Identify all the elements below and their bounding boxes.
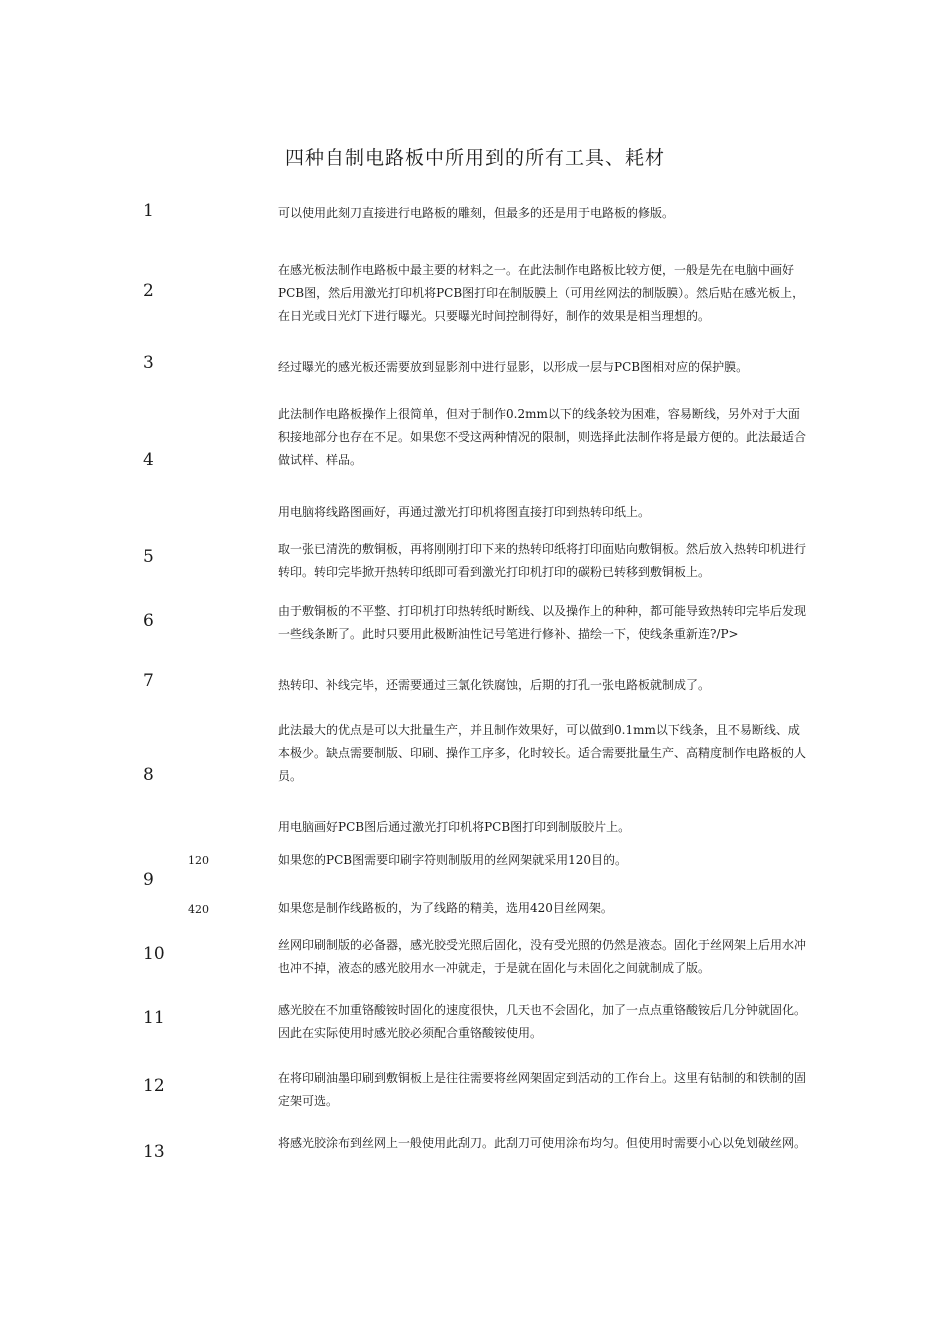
item-number: 10 [143,944,165,964]
item-text: 可以使用此刻刀直接进行电路板的雕刻，但最多的还是用于电路板的修版。 [278,206,675,220]
item-number: 13 [143,1142,165,1162]
item-text: 此法最大的优点是可以大批量生产，并且制作效果好，可以做到0.1mm以下线条，且不易断线、成本极少。缺点需要制版、印刷、操作工序多，化时较长。适合需要批量生产、高精度制作电路板的人员。 [278,723,807,783]
item-number: 5 [143,547,154,567]
item-text: 取一张已清洗的敷铜板，再将刚刚打印下来的热转印纸将打印面贴向敷铜板。然后放入热转印机进行转印。转印完毕掀开热转印纸即可看到激光打印机打印的碳粉已转移到敷铜板上。 [278,542,807,579]
item-text: 在将印刷油墨印刷到敷铜板上是往往需要将丝网架固定到活动的工作台上。这里有钻制的和铁制的固定架可选。 [278,1071,807,1108]
item-text: 感光胶在不加重铬酸铵时固化的速度很快，几天也不会固化，加了一点点重铬酸铵后几分钟就固化。因此在实际使用时感光胶必须配合重铬酸铵使用。 [278,1003,807,1040]
item-number: 12 [143,1076,165,1096]
item-text: 用电脑将线路图画好，再通过激光打印机将图直接打印到热转印纸上。 [278,505,651,519]
item-text: 将感光胶涂布到丝网上一般使用此刮刀。此刮刀可使用涂布均匀。但使用时需要小心以免划破丝网。 [278,1136,807,1150]
item-text: 由于敷铜板的不平整、打印机打印热转纸时断线、以及操作上的种种，都可能导致热转印完毕后发现一些线条断了。此时只要用此极断油性记号笔进行修补、描绘一下，使线条重新连?/P> [278,604,807,641]
item-text: 如果您的PCB图需要印刷字符则制版用的丝网架就采用120目的。 [278,853,627,867]
item-text: 用电脑画好PCB图后通过激光打印机将PCB图打印到制版胶片上。 [278,820,631,834]
item-number: 6 [143,611,154,631]
item-number: 2 [143,281,154,301]
item-number: 8 [143,765,154,785]
item-text: 经过曝光的感光板还需要放到显影剂中进行显影，以形成一层与PCB图相对应的保护膜。 [278,360,749,374]
item-number: 4 [143,450,154,470]
item-text: 此法制作电路板操作上很简单，但对于制作0.2mm以下的线条较为困难，容易断线，另外对于大面积接地部分也存在不足。如果您不受这两种情况的限制，则选择此法制作将是最方便的。此法最适合做试样、样品。 [278,407,807,467]
item-number: 11 [143,1008,165,1028]
sub-label: 420 [188,903,209,916]
item-text: 如果您是制作线路板的，为了线路的精美，选用420目丝网架。 [278,901,613,915]
item-number: 1 [143,201,154,221]
item-text: 在感光板法制作电路板中最主要的材料之一。在此法制作电路板比较方便，一般是先在电脑中画好PCB图，然后用激光打印机将PCB图打印在制版膜上（可用丝网法的制版膜）。然后贴在感光板上，在日光或日光灯下进行曝光。只要曝光时间控制得好，制作的效果是相当理想的。 [278,263,805,323]
item-number: 3 [143,353,154,373]
sub-label: 120 [188,854,209,867]
item-text: 丝网印刷制版的必备器，感光胶受光照后固化，没有受光照的仍然是液态。固化于丝网架上后用水冲也冲不掉，液态的感光胶用水一冲就走，于是就在固化与未固化之间就制成了版。 [278,938,807,975]
page-title: 四种自制电路板中所用到的所有工具、耗材 [284,147,665,169]
item-text: 热转印、补线完毕，还需要通过三氯化铁腐蚀，后期的打孔一张电路板就制成了。 [278,678,711,692]
item-number: 9 [143,870,154,890]
item-number: 7 [143,671,154,691]
